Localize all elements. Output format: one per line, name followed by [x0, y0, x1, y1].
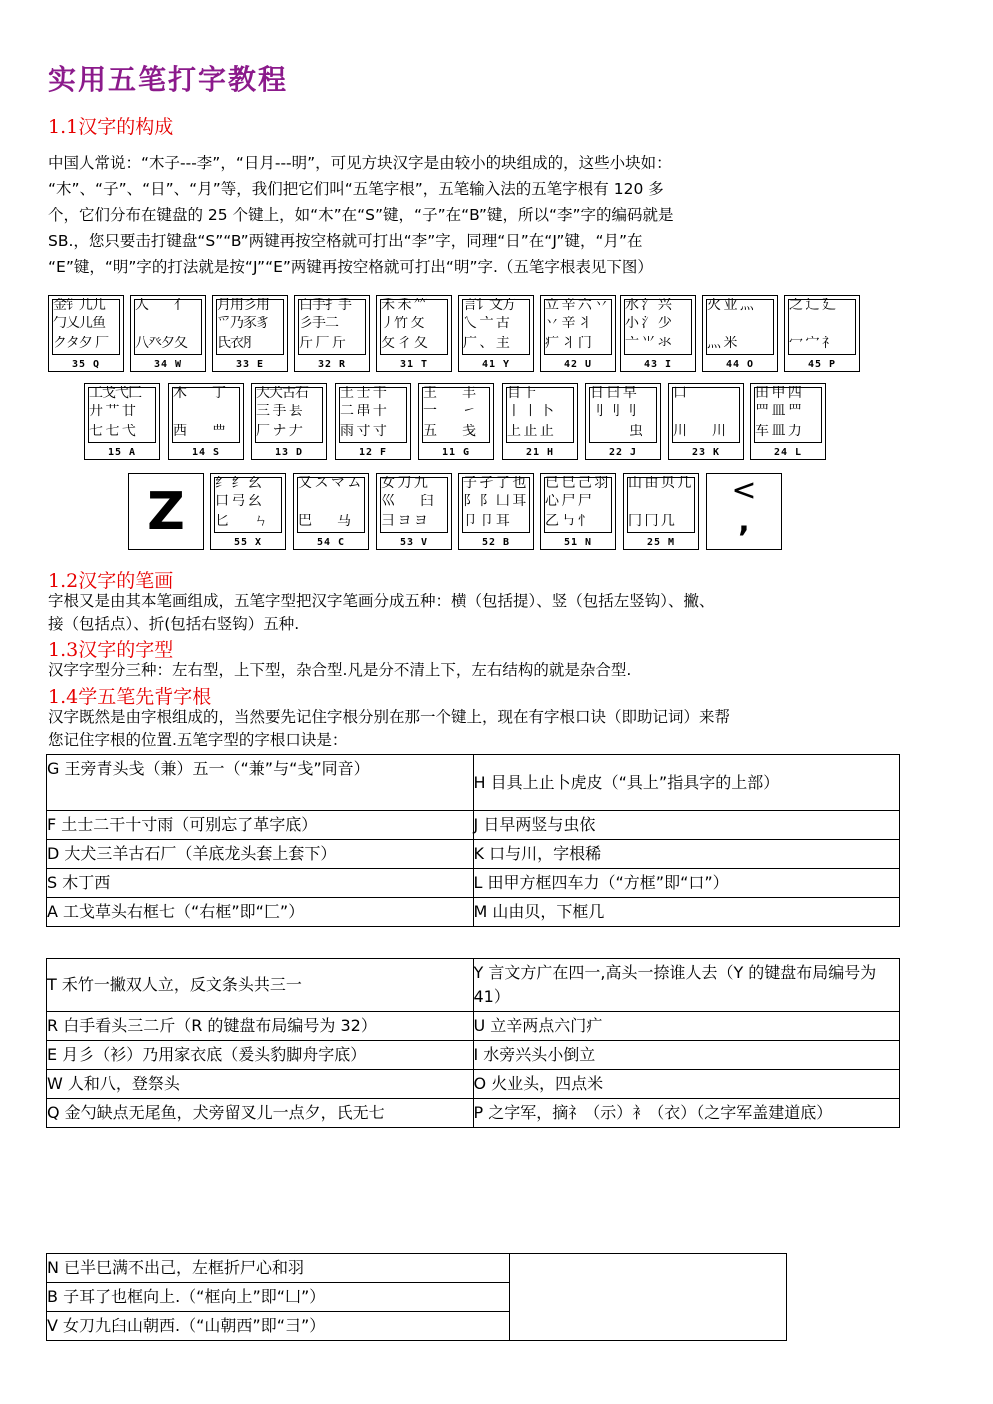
table-row: [47, 1070, 900, 1099]
key-roots: 金钅儿儿: [53, 298, 105, 313]
key-code: 22 J: [608, 447, 638, 458]
key-roots: 白手扌手: [299, 298, 351, 313]
key-roots: 攵 彳 夂: [381, 336, 427, 351]
key-k: [668, 383, 744, 460]
key-q: [48, 295, 124, 372]
key-code: 21 H: [525, 447, 555, 458]
key-code: 41 Y: [481, 359, 511, 370]
key-roots: 彐 ヨ ヨ: [381, 514, 427, 529]
key-roots: 田 甲 四: [755, 386, 801, 401]
key-code: 54 C: [316, 537, 346, 548]
key-i: [620, 295, 696, 372]
key-roots: 口: [673, 386, 686, 401]
key-comma-bottom: ,: [738, 504, 750, 539]
key-l: [750, 383, 826, 460]
key-roots: 上 止 止: [507, 424, 553, 439]
key-code: 53 V: [399, 537, 429, 548]
table-row: [47, 755, 900, 811]
table-cell: B 子耳了也框向上.（“框向上”即“凵”）: [47, 1283, 510, 1312]
key-roots: 巴 马: [298, 514, 350, 529]
key-code: 11 G: [441, 447, 471, 458]
key-roots: 小 氵 少: [625, 316, 671, 331]
text-line: “E”键，“明”字的打法就是按“J”“E”两键再按空格就可打出“明”字.（五笔字根表见下图）: [48, 258, 653, 276]
key-roots: 灬 米: [707, 336, 737, 351]
table-cell: G 王旁青头戋（兼）五一（“兼”与“戋”同音）: [47, 755, 474, 811]
key-w: [130, 295, 206, 372]
section-1-heading: 1.1汉字的构成: [48, 116, 174, 138]
key-comma-top: <: [731, 473, 757, 508]
table-cell: I 水旁兴头小倒立: [473, 1041, 900, 1070]
key-roots: 厂 ナ 𠂇: [256, 424, 302, 439]
key-roots: 大犬古石: [256, 386, 308, 401]
table-cell: K 口与川，字根稀: [473, 840, 899, 869]
key-roots: 已 巳 己 羽: [545, 476, 608, 491]
key-v: [376, 473, 452, 550]
table-row: [47, 1041, 900, 1070]
key-code: 15 A: [107, 447, 137, 458]
key-roots: 三 手 镸: [256, 404, 302, 419]
key-code: 24 L: [773, 447, 803, 458]
key-roots: 工戈弋匚: [89, 386, 141, 401]
table-cell: H 目具上止卜虎皮（“具上”指具字的上部）: [473, 755, 899, 811]
table-cell: Q 金勺缺点无尾鱼，犬旁留叉儿一点夕，氏无七: [47, 1099, 474, 1128]
key-roots: 土 士 干: [340, 386, 386, 401]
key-b: [458, 473, 534, 550]
key-roots: 罒 皿 罒: [755, 404, 801, 419]
text-line: SB.，您只要击打键盘“S”“B”两键再按空格就可打出“李”字，同理“日”在“J”键，“月”在: [48, 232, 643, 250]
key-roots: 山 由 贝 几: [628, 476, 691, 491]
key-h: [502, 383, 578, 460]
key-x: [210, 473, 286, 550]
table-cell: A 工戈草头右框七（“右框”即“匚”）: [47, 898, 474, 927]
section-2-body: [48, 590, 933, 636]
key-roots: 女 刀 九: [381, 476, 427, 491]
key-code: 55 X: [233, 537, 263, 548]
table-cell: S 木丁西: [47, 869, 474, 898]
key-o: [702, 295, 778, 372]
key-t: [376, 295, 452, 372]
key-code: 32 R: [317, 359, 347, 370]
key-roots: 子 孑 了 也: [463, 476, 526, 491]
table-cell-empty: [510, 1254, 787, 1341]
key-roots: 木 丁: [173, 386, 225, 401]
key-roots: 卩 卩 耳: [463, 514, 509, 529]
key-roots: 人 亻: [135, 298, 187, 313]
key-roots: 丷 辛 丬: [545, 316, 591, 331]
key-r: [294, 295, 370, 372]
table-row: [47, 840, 900, 869]
key-roots: 彡手二: [299, 316, 338, 331]
key-code: 14 S: [191, 447, 221, 458]
key-code: 45 P: [807, 359, 837, 370]
section-2-heading: 1.2汉字的笔画: [48, 570, 174, 592]
key-roots: 雨 寸 寸: [340, 424, 386, 439]
key-roots: 冖 宀 礻: [789, 336, 835, 351]
key-roots: 丨 丨 卜: [507, 404, 553, 419]
section-3-heading: 1.3汉字的字型: [48, 639, 174, 661]
key-roots: 立 辛 六 丷: [545, 298, 608, 313]
key-roots: 廾 艹 廿: [89, 404, 135, 419]
mnemonic-table-1: [46, 754, 900, 927]
text-line: 个，它们分布在键盘的 25 个键上，如“木”在“S”键，“子”在“B”键，所以“李”字的编码就是: [48, 206, 674, 224]
key-code: 13 D: [274, 447, 304, 458]
key-roots: 亠 ⺌ 氺: [625, 336, 671, 351]
key-roots: 疒 丬 门: [545, 336, 591, 351]
key-roots: 广 、 主: [463, 336, 509, 351]
key-code: 52 B: [481, 537, 511, 548]
key-roots: 月用彡用: [217, 298, 269, 313]
table-cell: D 大犬三羊古石厂（羊底龙头套上套下）: [47, 840, 474, 869]
table-row: [47, 1099, 900, 1128]
key-code: 31 T: [399, 359, 429, 370]
text-line: 您记住字根的位置.五笔字型的字根口诀是：: [48, 731, 348, 749]
key-roots: 七 七 弋: [89, 424, 135, 439]
table-cell: N 已半巳满不出己，左框折尸心和羽: [47, 1254, 510, 1283]
section-1-body: [48, 150, 943, 280]
key-code: 23 K: [691, 447, 721, 458]
key-roots: 乀 亠 古: [463, 316, 509, 331]
key-roots: 阝 阝 凵 耳: [463, 494, 526, 509]
mnemonic-table-3: [46, 1253, 787, 1341]
text-line: 字根又是由其本笔画组成，五笔字型把汉字笔画分成五种：横（包括提）、竖（包括左竖钩）、撇、: [48, 592, 715, 610]
key-roots: 八癶夕夂: [135, 336, 187, 351]
table-row: [47, 869, 900, 898]
table-cell: U 立辛两点六门疒: [473, 1012, 900, 1041]
key-roots: 日 曰 早: [590, 386, 636, 401]
key-roots: 川 川: [673, 424, 725, 439]
table-cell: Y 言文方广在四一,高头一捺谁人去（Y 的键盘布局编号为 41）: [473, 959, 900, 1012]
key-code: 51 N: [563, 537, 593, 548]
mnemonic-table-2: [46, 958, 900, 1128]
key-roots: 氏衣⺼: [217, 336, 256, 351]
table-cell: E 月彡（衫）乃用家衣底（爰头豹脚舟字底）: [47, 1041, 474, 1070]
table-row: [47, 959, 900, 1012]
key-roots: 车 皿 力: [755, 424, 801, 439]
key-p: [784, 295, 860, 372]
key-roots: 爫乃豕豸: [217, 316, 269, 331]
table-row: [47, 898, 900, 927]
key-roots: 刂 刂 刂: [590, 404, 636, 419]
key-roots: 火 业 灬: [707, 298, 753, 313]
key-roots: 目 ⺊: [507, 386, 537, 401]
key-j: [585, 383, 661, 460]
key-s: [168, 383, 244, 460]
text-line: 接（包括点）、折(包括右竖钩）五种.: [48, 615, 300, 633]
key-roots: 水 氵 兴: [625, 298, 671, 313]
table-cell: J 日早两竖与虫依: [473, 811, 899, 840]
key-f: [335, 383, 411, 460]
text-line: 中国人常说：“木子---李”，“日月---明”，可见方块汉字是由较小的块组成的，这些小块如：: [48, 154, 672, 172]
key-z: [128, 473, 204, 550]
section-3-body: [48, 659, 933, 682]
key-roots: 一 ㇀: [423, 404, 475, 419]
table-cell: T 禾竹一撇双人立，反文条头共三一: [47, 959, 474, 1012]
key-z-label: Z: [147, 481, 185, 542]
table-cell: M 山由贝，下框几: [473, 898, 899, 927]
table-cell: F 土士二干十寸雨（可别忘了革字底）: [47, 811, 474, 840]
key-code: 34 W: [153, 359, 183, 370]
key-roots: 言讠文方: [463, 298, 515, 313]
key-e: [212, 295, 288, 372]
key-roots: 巛 臼: [381, 494, 433, 509]
key-roots: 虫: [590, 424, 642, 439]
key-roots: 又 ス マ ム: [298, 476, 361, 491]
key-roots: 心 尸 尸: [545, 494, 591, 509]
key-roots: 王 丰: [423, 386, 475, 401]
key-roots: 口 弓 幺: [215, 494, 261, 509]
key-roots: 斤 厂 斤: [299, 336, 345, 351]
key-code: 42 U: [563, 359, 593, 370]
table-cell: R 白手看头三二斤（R 的键盘布局编号为 32）: [47, 1012, 474, 1041]
key-roots: 丿竹 攵: [381, 316, 424, 331]
key-roots: 五 戋: [423, 424, 475, 439]
key-y: [458, 295, 534, 372]
key-roots: クタ夕 厂: [53, 336, 109, 351]
key-roots: 匕 ㄣ: [215, 514, 267, 529]
key-roots: 西 覀: [173, 424, 225, 439]
table-cell: W 人和八，登祭头: [47, 1070, 474, 1099]
table-cell: L 田甲方框四车力（“方框”即“口”）: [473, 869, 899, 898]
key-roots: 之 辶 廴: [789, 298, 835, 313]
key-roots: 纟 纟 幺: [215, 476, 261, 491]
table-cell: V 女刀九臼山朝西.（“山朝西”即“彐”）: [47, 1312, 510, 1341]
key-u: [540, 295, 616, 372]
table-cell: O 火业头，四点米: [473, 1070, 900, 1099]
key-d: [251, 383, 327, 460]
key-roots: 勹乂儿鱼: [53, 316, 105, 331]
key-roots: 冂 冂 几: [628, 514, 674, 529]
key-code: 33 E: [235, 359, 265, 370]
key-roots: 二 串 十: [340, 404, 386, 419]
text-line: 汉字既然是由字根组成的，当然要先记住字根分别在那一个键上，现在有字根口诀（即助记词）来帮: [48, 708, 731, 726]
key-roots: 乙 ㇉ 忄: [545, 514, 591, 529]
key-comma: [706, 473, 782, 550]
section-4-heading: 1.4学五笔先背字根: [48, 686, 212, 708]
key-m: [623, 473, 699, 550]
key-n: [540, 473, 616, 550]
key-code: 35 Q: [71, 359, 101, 370]
key-roots: 禾 禾 ⺮: [381, 298, 427, 313]
text-line: 汉字字型分三种：左右型，上下型，杂合型.凡是分不清上下，左右结构的就是杂合型.: [48, 661, 632, 679]
key-code: 25 M: [646, 537, 676, 548]
table-row: [47, 1012, 900, 1041]
table-row: [47, 811, 900, 840]
doc-title: 实用五笔打字教程: [48, 63, 289, 96]
key-c: [293, 473, 369, 550]
key-code: 44 O: [725, 359, 755, 370]
key-code: 12 F: [358, 447, 388, 458]
table-cell: P 之字军，摘礻（示）衤（衣）（之字军盖建道底）: [473, 1099, 900, 1128]
key-code: 43 I: [643, 359, 673, 370]
section-4-body: [48, 706, 933, 752]
text-line: “木”、“子”、“日”、“月”等，我们把它们叫“五笔字根”，五笔输入法的五笔字根有 120 多: [48, 180, 664, 198]
key-g: [418, 383, 494, 460]
table-row: [47, 1254, 787, 1283]
key-a: [84, 383, 160, 460]
